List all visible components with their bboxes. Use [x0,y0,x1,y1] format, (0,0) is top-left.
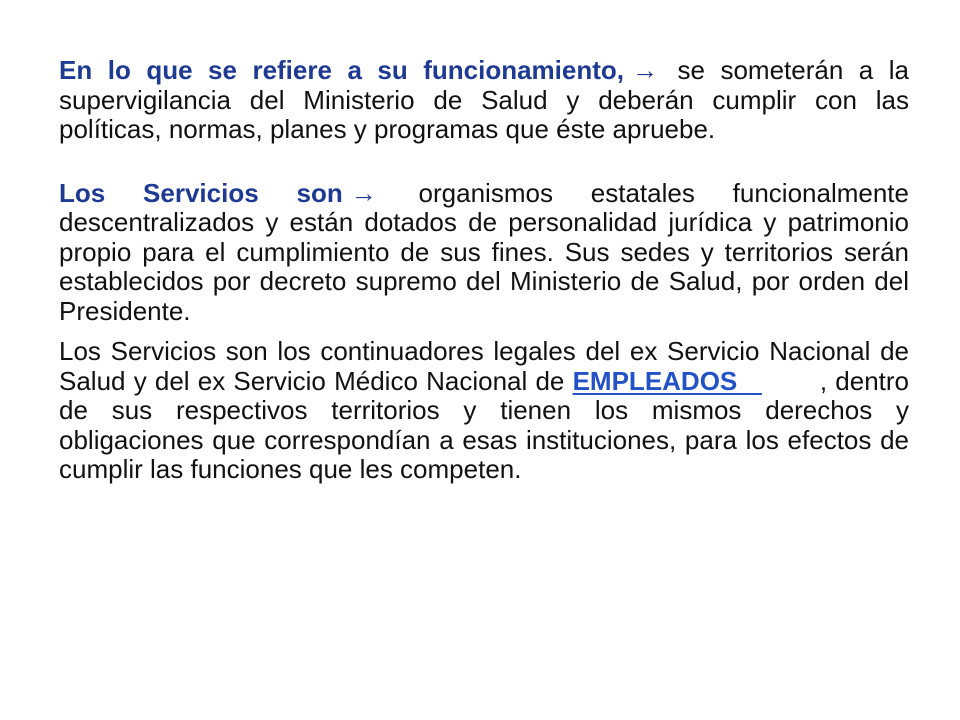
paragraph-servicios [59,179,909,327]
paragraph-body-end: , dentro de sus respectivos territorios y tienen los mismos derechos y obligaciones que correspondían a esas instituciones, para los efectos de cumplir las funciones que les competen. [59,365,909,484]
paragraph-funcionamiento [59,56,909,145]
paragraph-body: se someterán a la supervigilancia del Ministerio de Salud y deberán cumplir con las políticas, normas, planes y programas que éste apruebe. [59,55,909,144]
paragraph-continuadores [59,337,909,485]
paragraph-body-start: Los Servicios son los continuadores legales del ex Servicio Nacional de Salud y del ex Servicio Médico Nacional de [59,336,909,396]
paragraph-body: organismos estatales funcionalmente descentralizados y están dotados de personalidad jurídica y patrimonio propio para el cumplimiento de sus fines. Sus sedes y territorios serán establecidos por decreto supremo del Ministerio de Salud, por orden del Presidente. [59,177,909,326]
paragraph-lead: En lo que se refiere a su funcionamiento, [59,55,625,85]
empleados-link[interactable]: EMPLEADOS [572,365,762,396]
paragraph-lead: Los Servicios son [59,177,343,208]
slide-content [59,56,909,485]
right-arrow-icon: → [632,55,659,85]
right-arrow-icon: → [350,177,377,208]
